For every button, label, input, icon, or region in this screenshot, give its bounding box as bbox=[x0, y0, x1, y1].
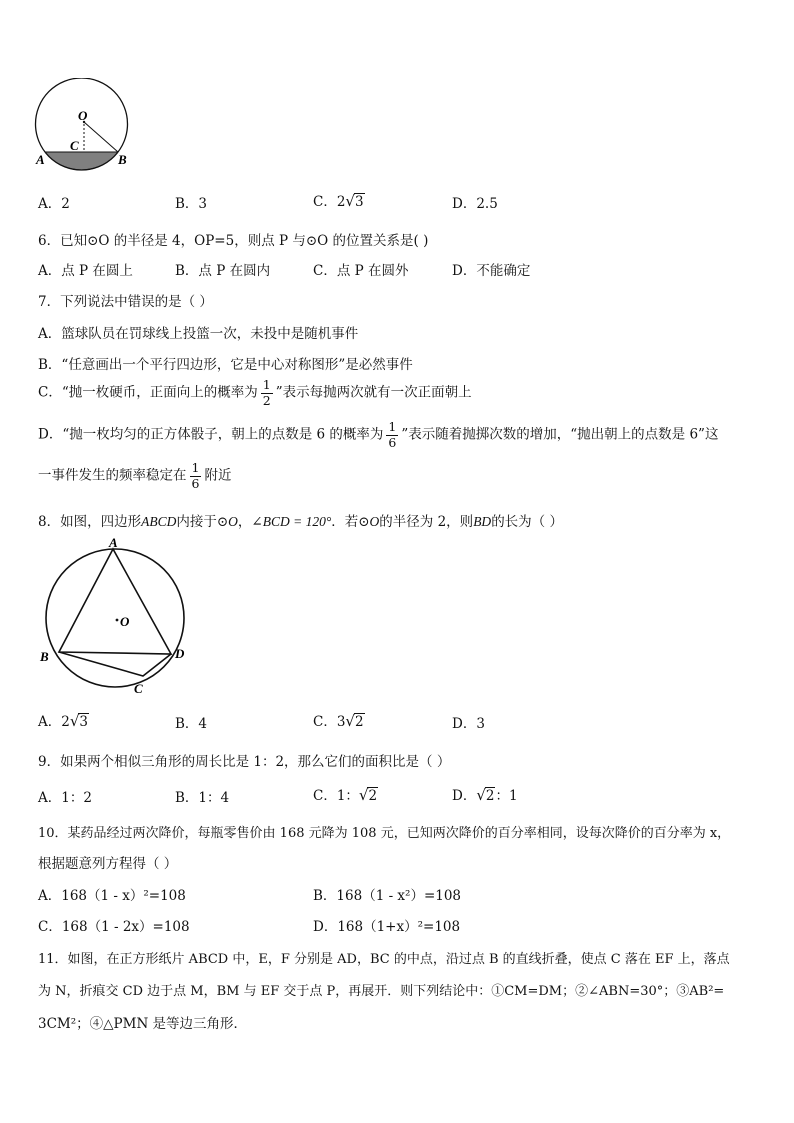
q7-option-b: B．“任意画出一个平行四边形，它是中心对称图形”是必然事件 bbox=[38, 357, 413, 373]
label-o: O bbox=[78, 108, 88, 123]
label-a: A bbox=[36, 152, 45, 167]
q10-option-a: A．168（1 - x）²=108 bbox=[38, 888, 186, 904]
q9-option-c: C．1：√2 bbox=[313, 786, 378, 804]
q6-option-c: C．点 P 在圆外 bbox=[313, 263, 409, 279]
q8-option-c: C．3√2 bbox=[313, 712, 364, 730]
q10-stem-line2: 根据题意列方程得（ ） bbox=[38, 856, 178, 872]
q11-stem-line2: 为 N，折痕交 CD 边于点 M，BM 与 EF 交于点 P，再展开．则下列结论中：①CM=DM；②∠ABN=30°；③AB²= bbox=[38, 984, 725, 999]
q10-option-c: C．168（1 - 2x）=108 bbox=[38, 919, 190, 935]
q6-stem: 6．已知⊙O 的半径是 4，OP=5，则点 P 与⊙O 的位置关系是( ) bbox=[38, 233, 429, 249]
q6-option-a: A．点 P 在圆上 bbox=[38, 263, 133, 279]
label-a: A bbox=[109, 535, 118, 550]
q7-option-a: A．篮球队员在罚球线上投篮一次，未投中是随机事件 bbox=[38, 326, 359, 342]
q7-option-d: D．“抛一枚均匀的正方体骰子，朝上的点数是 6 的概率为 $\frac{1}{6}$ ”表示随着抛掷次数的增加，“抛出朝上的点数是 6”这 bbox=[38, 419, 719, 450]
q5-option-b: B．3 bbox=[175, 196, 208, 212]
sqrt-3: √3 bbox=[69, 712, 88, 730]
q7-stem: 7．下列说法中错误的是（ ） bbox=[38, 294, 213, 310]
q9-option-b: B．1：4 bbox=[175, 790, 230, 806]
circle-segment-figure bbox=[30, 78, 142, 173]
circumcircle bbox=[46, 549, 184, 687]
q5-option-c-prefix: C．2 bbox=[313, 194, 346, 210]
q8-option-d: D．3 bbox=[452, 716, 485, 732]
fraction-one-sixth: $\frac{1}{6}$ bbox=[191, 460, 200, 491]
sqrt-3: √3 bbox=[345, 192, 364, 210]
q5-option-a: A．2 bbox=[38, 196, 70, 212]
q11-stem-line1: 11．如图，在正方形纸片 ABCD 中，E，F 分别是 AD，BC 的中点，沿过点 B 的直线折叠，使点 C 落在 EF 上，落点 bbox=[38, 952, 730, 967]
q10-option-d: D．168（1+x）²=108 bbox=[313, 919, 461, 935]
q8-stem: 8．如图，四边形ABCD内接于⊙O，∠BCD = 120°．若⊙O的半径为 2，则BD的长为（ ） bbox=[38, 514, 563, 530]
fraction-one-half: $\frac{1}{2}$ bbox=[262, 377, 271, 408]
q9-option-d: D．√2：1 bbox=[452, 786, 518, 804]
sqrt-2: √2 bbox=[345, 712, 364, 730]
q9-stem: 9．如果两个相似三角形的周长比是 1：2，那么它们的面积比是（ ） bbox=[38, 754, 451, 770]
triangle-abd bbox=[59, 549, 171, 654]
q7-option-d-continued: 一事件发生的频率稳定在 $\frac{1}{6}$ 附近 bbox=[38, 460, 232, 491]
radius-ob bbox=[84, 122, 118, 152]
q10-option-b: B．168（1 - x²）=108 bbox=[313, 888, 462, 904]
q11-stem-line3: 3CM²；④△PMN 是等边三角形． bbox=[38, 1016, 248, 1032]
label-b: B bbox=[118, 152, 127, 167]
q8-option-b: B．4 bbox=[175, 716, 208, 732]
q5-option-d: D．2.5 bbox=[452, 196, 498, 212]
label-c: C bbox=[134, 681, 143, 696]
sides-bc-cd bbox=[59, 652, 171, 676]
center-point bbox=[116, 619, 119, 622]
shaded-segment bbox=[45, 152, 118, 170]
q6-option-b: B．点 P 在圆内 bbox=[175, 263, 271, 279]
q6-option-d: D．不能确定 bbox=[452, 263, 531, 279]
fraction-one-sixth: $\frac{1}{6}$ bbox=[388, 419, 397, 450]
label-d: D bbox=[175, 646, 185, 661]
inscribed-quadrilateral-figure bbox=[36, 534, 196, 700]
q7-option-c: C．“抛一枚硬币，正面向上的概率为 $\frac{1}{2}$ ”表示每抛两次就有一次正面朝上 bbox=[38, 377, 472, 408]
q10-stem-line1: 10．某药品经过两次降价，每瓶零售价由 168 元降为 108 元，已知两次降价的百分率相同，设每次降价的百分率为 x， bbox=[38, 826, 731, 841]
q9-option-a: A．1：2 bbox=[38, 790, 92, 806]
q5-option-c bbox=[313, 190, 365, 210]
sqrt-2: √2 bbox=[358, 786, 378, 804]
q8-option-a: A．2√3 bbox=[38, 712, 88, 730]
label-b: B bbox=[40, 649, 49, 664]
label-c: C bbox=[70, 138, 79, 153]
label-o: O bbox=[120, 614, 130, 629]
sqrt-2: √2 bbox=[476, 786, 495, 804]
